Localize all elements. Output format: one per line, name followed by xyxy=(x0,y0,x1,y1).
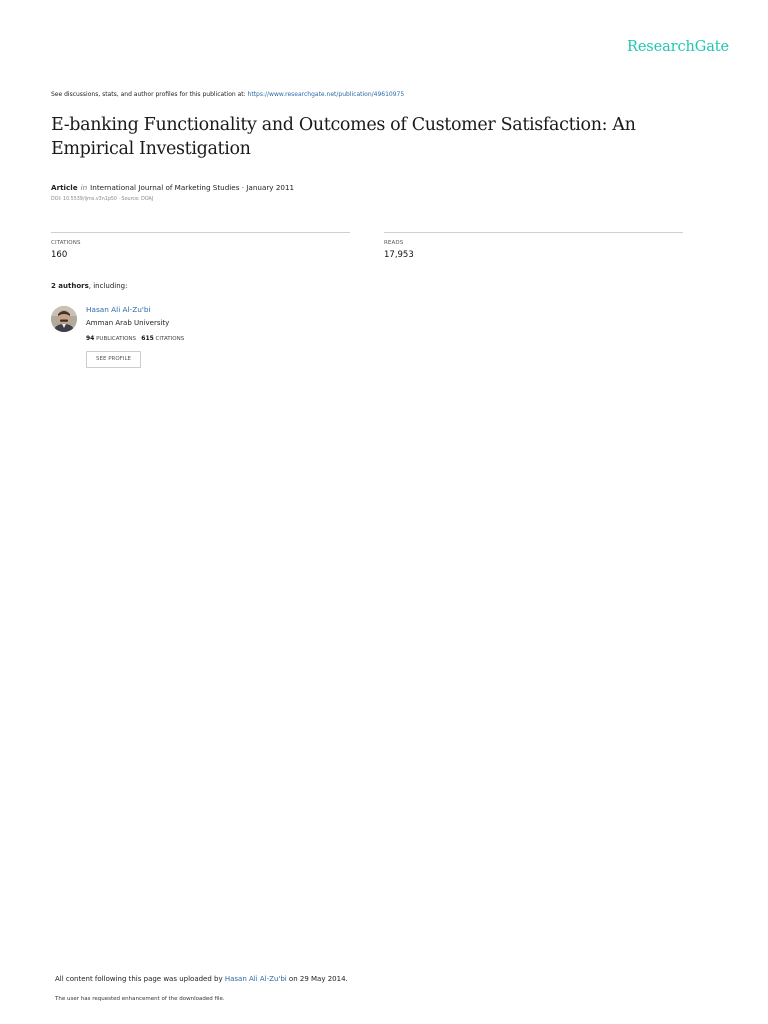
author-institution: Amman Arab University xyxy=(86,319,170,327)
authors-suffix: , including: xyxy=(88,282,128,290)
discussion-line xyxy=(51,91,404,98)
upload-notice xyxy=(55,975,348,983)
discussion-prefix: See discussions, stats, and author profiles for this publication at: xyxy=(51,91,248,98)
uploader-link[interactable]: Hasan Ali Al-Zu'bi xyxy=(224,975,287,983)
publication-url-link[interactable]: https://www.researchgate.net/publication/49610975 xyxy=(247,91,405,98)
journal-date: International Journal of Marketing Studies · January 2011 xyxy=(90,183,295,192)
reads-divider xyxy=(384,232,683,233)
publication-type: Article xyxy=(51,183,78,192)
author-avatar[interactable] xyxy=(51,306,77,332)
publication-title: E-banking Functionality and Outcomes of Customer Satisfaction: An Empirical Investigation xyxy=(51,115,636,159)
author-stats xyxy=(86,335,184,342)
citations-label: CITATIONS xyxy=(51,240,81,246)
author-citations-count: 615 xyxy=(141,335,154,342)
avatar-portrait-icon xyxy=(51,306,77,332)
see-profile-button[interactable]: SEE PROFILE xyxy=(86,351,141,368)
citations-divider xyxy=(51,232,350,233)
author-publications-label: PUBLICATIONS xyxy=(96,336,137,342)
researchgate-logo[interactable]: ResearchGate xyxy=(627,39,729,55)
enhancement-note: The user has requested enhancement of the downloaded file. xyxy=(55,996,225,1002)
upload-prefix: All content following this page was uploaded by xyxy=(55,975,225,983)
in-label: in xyxy=(80,183,88,192)
reads-value: 17,953 xyxy=(384,250,414,260)
doi-source: DOI: 10.5539/ijms.v3n1p50 · Source: DOAJ xyxy=(51,197,154,202)
upload-suffix: on 29 May 2014. xyxy=(286,975,348,983)
authors-heading xyxy=(51,282,127,290)
publication-meta xyxy=(51,183,294,192)
author-citations-label: CITATIONS xyxy=(155,336,185,342)
reads-label: READS xyxy=(384,240,404,246)
authors-count: 2 authors xyxy=(51,282,89,290)
author-publications-count: 94 xyxy=(86,335,95,342)
citations-value: 160 xyxy=(51,250,68,260)
author-name-link[interactable]: Hasan Ali Al-Zu'bi xyxy=(86,305,151,314)
